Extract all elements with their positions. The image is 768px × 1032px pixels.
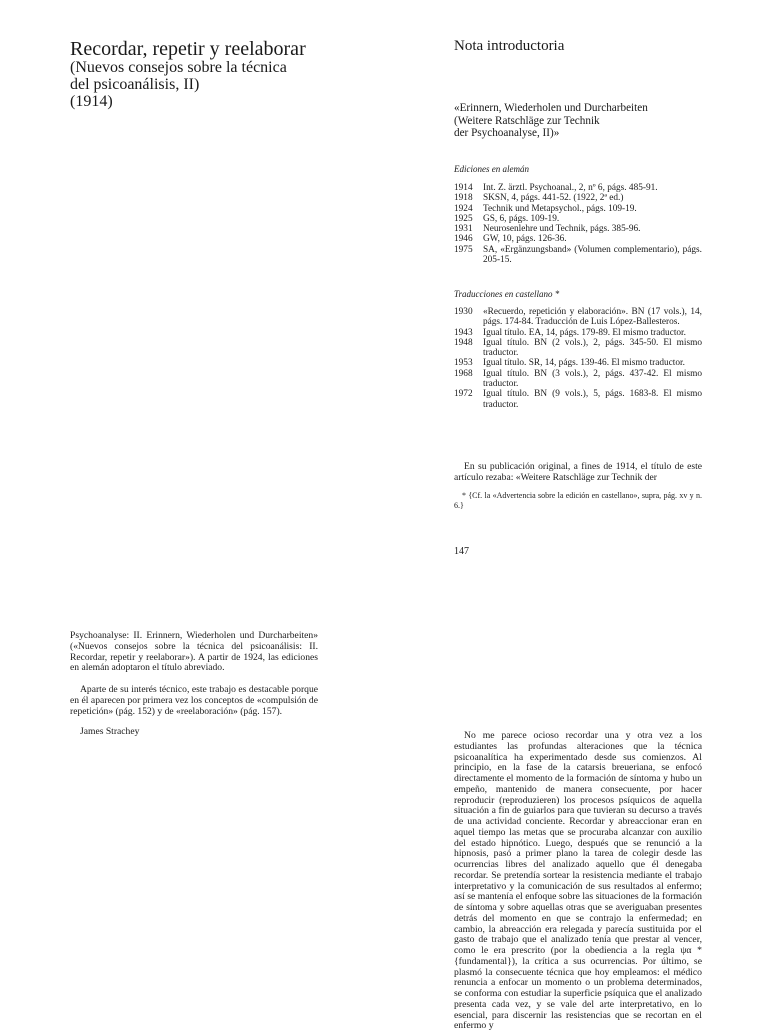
subtitle-line-2: del psicoanálisis, II) [70,76,200,93]
subtitle-line-3: (1914) [70,93,113,110]
table-row: 1953 Igual título. SR, 14, págs. 139-46. El mismo traductor. [454,358,685,369]
table-row: 1946 GW, 10, págs. 126-36. [454,234,567,245]
original-title [454,102,714,140]
original-title-line-3: der Psychoanalyse, II)» [454,127,560,139]
table-row: 1943 Igual título. EA, 14, págs. 179-89. El mismo traductor. [454,327,686,338]
footnote: * {Cf. la «Advertencia sobre la edición en castellano», supra, pág. xv y n. 6.} [454,491,702,510]
table-row: 1925 GS, 6, págs. 109-19. [454,213,560,224]
table-row: 1968 Igual título. BN (3 vols.), 2, págs. 437-42. El mismo traductor. [454,368,702,390]
table-row: 1931 Neurosenlehre und Technik, págs. 385-96. [454,224,641,235]
body-text: No me parece ocioso recordar una y otra vez a los estudiantes las profundas alteraciones que la técnica psicoanalítica ha experimentado desde sus comienzos. Al principio, en la fase de la catarsis breueriana, se enfocó directamente el momento de la formación de síntoma y hubo un empeño, mantenido de manera consecuente, por hacer reproducir (reproduzieren) los procesos psíquicos de aquella situación a fin de guiarlos para que tuvieran su decurso a través de una actividad conciente. Recordar y abreaccionar eran en aquel tiempo las metas que se procuraba alcanzar con auxilio del estado hipnótico. Luego, después que se renunció a la hipnosis, pasó a primer plano la tarea de colegir desde las ocurrencias libres del analizado aquello que él denegaba recordar. Se pretendía sortear la resistencia mediante el trabajo interpretativo y la comunicación de sus resultados al enfermo; así se mantenía el enfoque sobre las situaciones de la formación de síntoma y sobre aquellas otras que se averiguaban presentes detrás del momento en que se contrajo la enfermedad; en cambio, la abreacción era relegada y parecía sustituida por el gasto de trabajo que el analizado tenía que prestar al vencer, como le era prescrito (por la obediencia a la regla ψα * {fundamental}), la crítica a sus ocurrencias. Por último, se plasmó la consecuente técnica que hoy empleamos: el médico renuncia a enfocar un momento o un problema determinados, se conforma con estudiar la superficie psíquica que el analizado presenta cada vez, y se vale del arte interpretativo, en lo esencial, para discernir las resistencias que se recortan en el enfermo y [454,730,702,1032]
chapter-title: Recordar, repetir y reelaborar [70,38,306,60]
publication-note: En su publicación original, a fines de 1914, el título de este artículo rezaba: «Weitere Ratschläge zur Technik der [454,461,702,483]
section-heading: Nota introductoria [454,38,565,54]
table-row: 1948 Igual título. BN (2 vols.), 2, págs. 345-50. El mismo traductor. [454,337,702,359]
table-row: 1914 Int. Z. ärztl. Psychoanal., 2, nº 6, págs. 485-91. [454,183,658,193]
translations-label: Traducciones en castellano * [454,289,560,299]
original-title-line-1: «Erinnern, Wiederholen und Durcharbeiten [454,102,648,114]
editions-label: Ediciones en alemán [454,164,529,174]
left-paragraph-2: Aparte de su interés técnico, este trabajo es destacable porque en él aparecen por primera vez los conceptos de «compulsión de repetición» (pág. 152) y de «reelaboración» (pág. 157). [70,684,318,717]
subtitle-line-1: (Nuevos consejos sobre la técnica [70,59,287,76]
table-row: 1918 SKSN, 4, págs. 441-52. (1922, 2ª ed.) [454,193,624,204]
chapter-subtitle [70,59,370,110]
editions-table [454,183,702,265]
translations-table [454,307,702,410]
table-row: 1924 Technik und Metapsychol., págs. 109-19. [454,203,637,214]
author-signature: James Strachey [80,726,140,737]
table-row: 1972 Igual título. BN (9 vols.), 5, págs. 1683-8. El mismo traductor. [454,389,702,410]
left-paragraph-1: Psychoanalyse: II. Erinnern, Wiederholen und Durcharbeiten» («Nuevos consejos sobre la técnica del psicoanálisis: II. Recordar, repetir y reelaborar»). A partir de 1924, las ediciones en alemán adoptaron el título abreviado. [70,630,318,674]
table-row: 1930 «Recuerdo, repetición y elaboración». BN (17 vols.), 14, págs. 174-84. Traducción de Luis López-Ballesteros. [454,307,702,328]
table-row: 1975 SA, «Ergänzungsband» (Volumen complementario), págs. 205-15. [454,244,702,266]
page-number: 147 [454,546,469,557]
original-title-line-2: (Weitere Ratschläge zur Technik [454,114,600,127]
